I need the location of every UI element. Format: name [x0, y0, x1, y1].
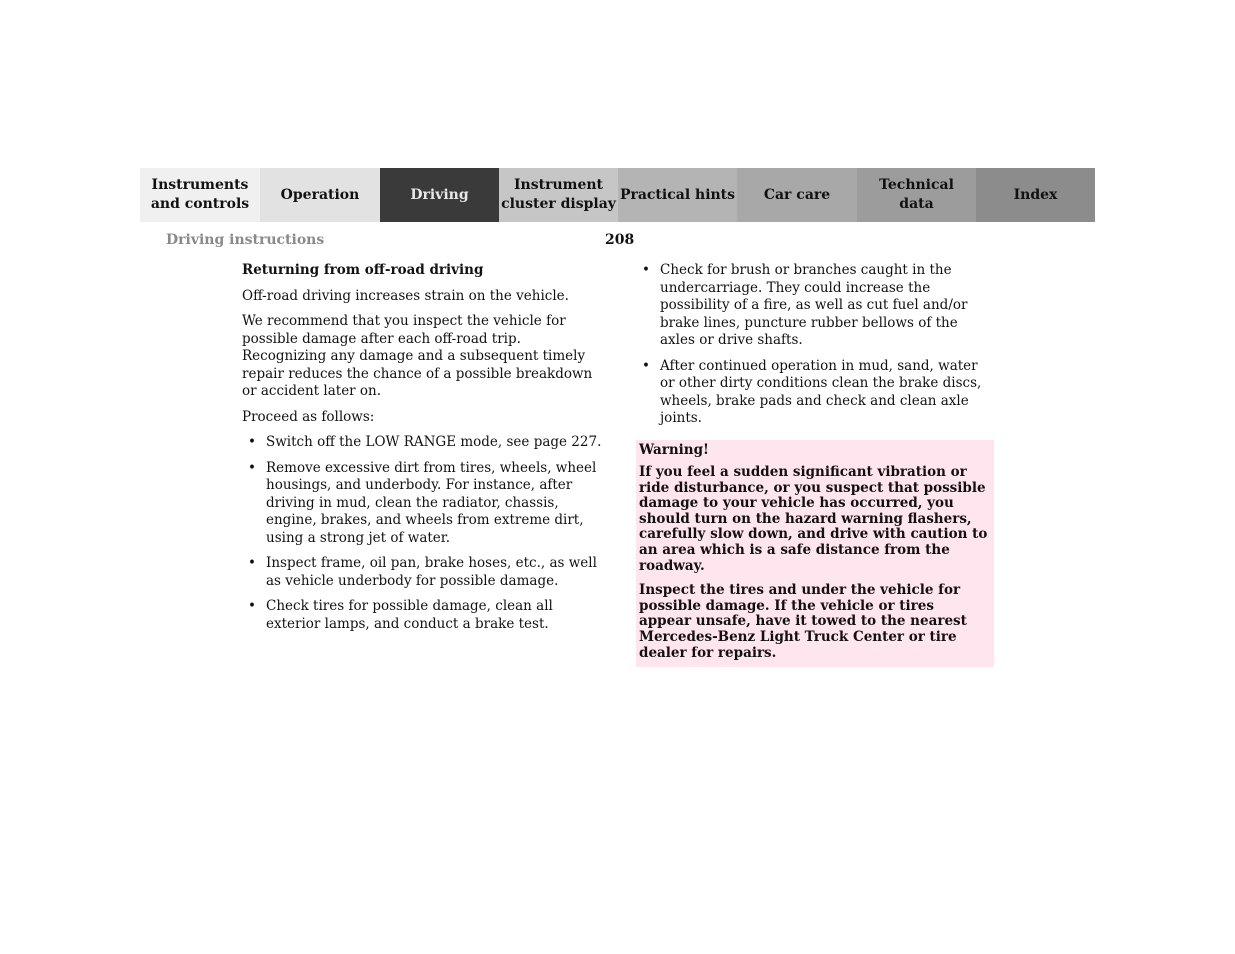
list-item: [242, 434, 602, 452]
list-item: [242, 460, 602, 548]
page-number: 208: [605, 232, 635, 248]
chapter-navigation: [140, 168, 1095, 222]
list-item-text: Remove excessive dirt from tires, wheels, wheel housings, and underbody. For instance, after driving in mud, clean the radiator, chassis, engine, brakes, and wheels from extreme dirt, using a strong jet of water.: [266, 459, 597, 546]
procedure-list: [242, 434, 602, 633]
warning-box: [636, 440, 994, 668]
tab-practical-hints[interactable]: Practical hints: [618, 168, 737, 222]
tab-instruments-and-controls[interactable]: Instruments and controls: [140, 168, 260, 222]
tab-driving[interactable]: Driving: [380, 168, 499, 222]
bullet-icon: •: [248, 459, 256, 476]
tab-index[interactable]: Index: [976, 168, 1095, 222]
list-item: [242, 598, 602, 633]
warning-title: Warning!: [639, 441, 709, 458]
bullet-icon: •: [248, 434, 256, 450]
list-item: [636, 358, 996, 428]
list-item-text: Check for brush or branches caught in the undercarriage. They could increase the possibility of a fire, as well as cut fuel and/or brake lines, puncture rubber bellows of the axles or drive shafts.: [660, 262, 968, 348]
bullet-icon: •: [248, 555, 256, 571]
list-item-text: After continued operation in mud, sand, water or other dirty conditions clean the brake discs, wheels, brake pads and check and clean axle joints.: [660, 357, 982, 426]
tab-car-care[interactable]: Car care: [737, 168, 857, 222]
warning-paragraph: If you feel a sudden significant vibration or ride disturbance, or you suspect that possible damage to your vehicle has occurred, you should turn on the hazard warning flashers, carefully slow down, and drive with caution to an area which is a safe distance from the roadway.: [639, 464, 988, 574]
section-title: Driving instructions: [166, 232, 325, 248]
bullet-icon: •: [642, 357, 650, 374]
list-item-text: Inspect frame, oil pan, brake hoses, etc., as well as vehicle underbody for possible damage.: [266, 555, 597, 589]
bullet-icon: •: [248, 598, 256, 614]
warning-paragraph: Inspect the tires and under the vehicle for possible damage. If the vehicle or tires appear unsafe, have it towed to the nearest Mercedes-Benz Light Truck Center or tire dealer for repairs.: [639, 582, 967, 661]
recommendation-paragraph: We recommend that you inspect the vehicle for possible damage after each off-road trip. Recognizing any damage and a subsequent timely repair reduces the chance of a possible breakdown or accident later on.: [242, 313, 593, 399]
tab-technical-data[interactable]: Technical data: [857, 168, 976, 222]
section-heading: Returning from off-road driving: [242, 262, 484, 278]
tab-instrument-cluster-display[interactable]: Instrument cluster display: [499, 168, 618, 222]
bullet-icon: •: [642, 262, 650, 278]
proceed-paragraph: Proceed as follows:: [242, 408, 375, 425]
list-item-text: Check tires for possible damage, clean all exterior lamps, and conduct a brake test.: [266, 598, 553, 632]
list-item: [242, 555, 602, 590]
intro-paragraph: Off-road driving increases strain on the vehicle.: [242, 287, 569, 304]
procedure-list-continued: [636, 262, 996, 428]
right-column: [636, 262, 996, 667]
left-column: [242, 262, 602, 641]
list-item: [636, 262, 996, 350]
list-item-text: Switch off the LOW RANGE mode, see page 227.: [266, 434, 602, 450]
tab-operation[interactable]: Operation: [260, 168, 380, 222]
